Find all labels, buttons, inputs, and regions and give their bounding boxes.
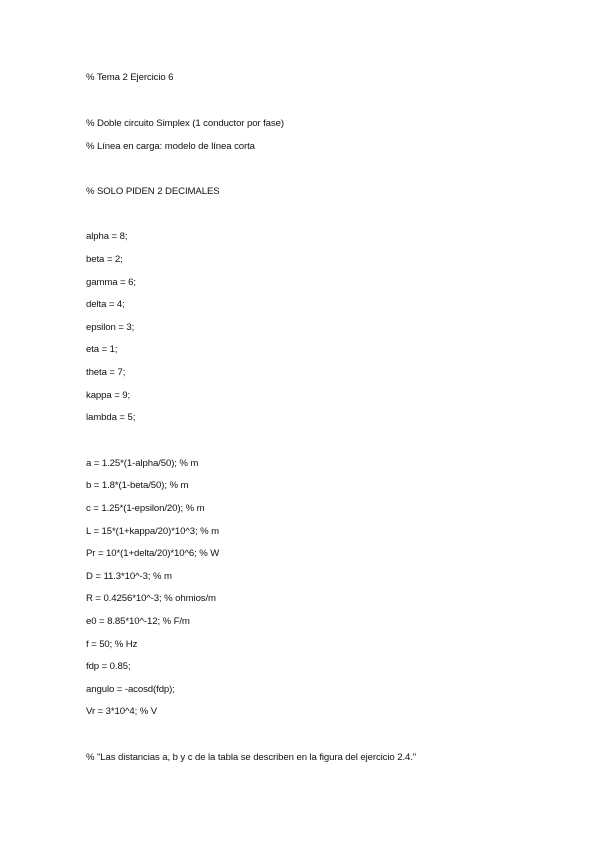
code-line-a: a = 1.25*(1-alpha/50); % m xyxy=(86,458,199,469)
code-line-permittivity: e0 = 8.85*10^-12; % F/m xyxy=(86,616,190,627)
code-line-theta: theta = 7; xyxy=(86,367,126,378)
code-line-b: b = 1.8*(1-beta/50); % m xyxy=(86,480,189,491)
code-line-c: c = 1.25*(1-epsilon/20); % m xyxy=(86,503,205,514)
code-line-lambda: lambda = 5; xyxy=(86,412,136,423)
code-line-eta: eta = 1; xyxy=(86,344,118,355)
code-line-voltage: Vr = 3*10^4; % V xyxy=(86,706,158,717)
code-line-frequency: f = 50; % Hz xyxy=(86,639,138,650)
code-line-kappa: kappa = 9; xyxy=(86,390,131,401)
code-line-diameter: D = 11.3*10^-3; % m xyxy=(86,571,172,582)
code-line-power-factor: fdp = 0.85; xyxy=(86,661,131,672)
code-line-alpha: alpha = 8; xyxy=(86,231,128,242)
comment-decimals: % SOLO PIDEN 2 DECIMALES xyxy=(86,186,220,197)
code-line-power: Pr = 10*(1+delta/20)*10^6; % W xyxy=(86,548,220,559)
code-line-epsilon: epsilon = 3; xyxy=(86,322,135,333)
code-line-length: L = 15*(1+kappa/20)*10^3; % m xyxy=(86,526,219,537)
code-line-gamma: gamma = 6; xyxy=(86,277,136,288)
code-line-beta: beta = 2; xyxy=(86,254,123,265)
code-line-resistance: R = 0.4256*10^-3; % ohmios/m xyxy=(86,593,216,604)
comment-circuit: % Doble circuito Simplex (1 conductor por fase) xyxy=(86,118,284,129)
comment-distances-note: % "Las distancias a, b y c de la tabla se describen en la figura del ejercicio 2.4." xyxy=(86,752,417,763)
comment-model: % Línea en carga: modelo de línea corta xyxy=(86,141,255,152)
code-line-angle: angulo = -acosd(fdp); xyxy=(86,684,175,695)
code-line-delta: delta = 4; xyxy=(86,299,125,310)
comment-title: % Tema 2 Ejercicio 6 xyxy=(86,72,174,83)
